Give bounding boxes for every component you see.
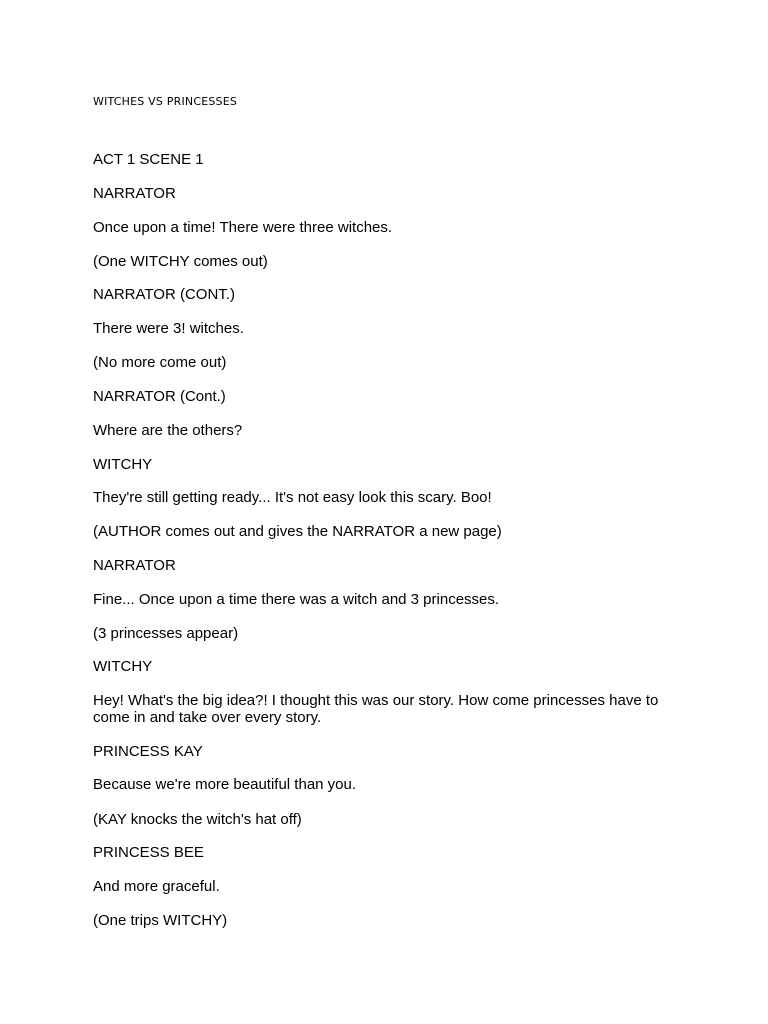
dialogue-line: Once upon a time! There were three witches. (93, 219, 393, 236)
stage-direction: (One WITCHY comes out) (93, 253, 268, 270)
stage-direction: (One trips WITCHY) (93, 912, 228, 929)
character-name: NARRATOR (93, 557, 176, 574)
character-name: WITCHY (93, 658, 153, 675)
stage-direction: (No more come out) (93, 354, 227, 371)
scene-heading: ACT 1 SCENE 1 (93, 151, 204, 168)
dialogue-line: And more graceful. (93, 878, 220, 895)
stage-direction: (AUTHOR comes out and gives the NARRATOR a new page) (93, 523, 502, 540)
dialogue-line: Where are the others? (93, 422, 243, 439)
character-name: NARRATOR (93, 185, 176, 202)
character-name: NARRATOR (CONT.) (93, 286, 235, 303)
character-name: WITCHY (93, 456, 153, 473)
dialogue-line: Because we're more beautiful than you. (93, 776, 357, 793)
character-name: PRINCESS KAY (93, 743, 203, 760)
character-name: NARRATOR (Cont.) (93, 388, 226, 405)
dialogue-line: They're still getting ready... It's not easy look this scary. Boo! (93, 489, 492, 506)
dialogue-line: Hey! What's the big idea?! I thought this was our story. How come princesses have to come in and take over every story. (93, 692, 659, 726)
dialogue-line: Fine... Once upon a time there was a witch and 3 princesses. (93, 591, 500, 608)
stage-direction: (3 princesses appear) (93, 625, 239, 642)
dialogue-line: There were 3! witches. (93, 320, 244, 337)
character-name: PRINCESS BEE (93, 844, 204, 861)
document-title: WITCHES VS PRINCESSES (93, 95, 238, 108)
stage-direction: (KAY knocks the witch's hat off) (93, 811, 302, 828)
